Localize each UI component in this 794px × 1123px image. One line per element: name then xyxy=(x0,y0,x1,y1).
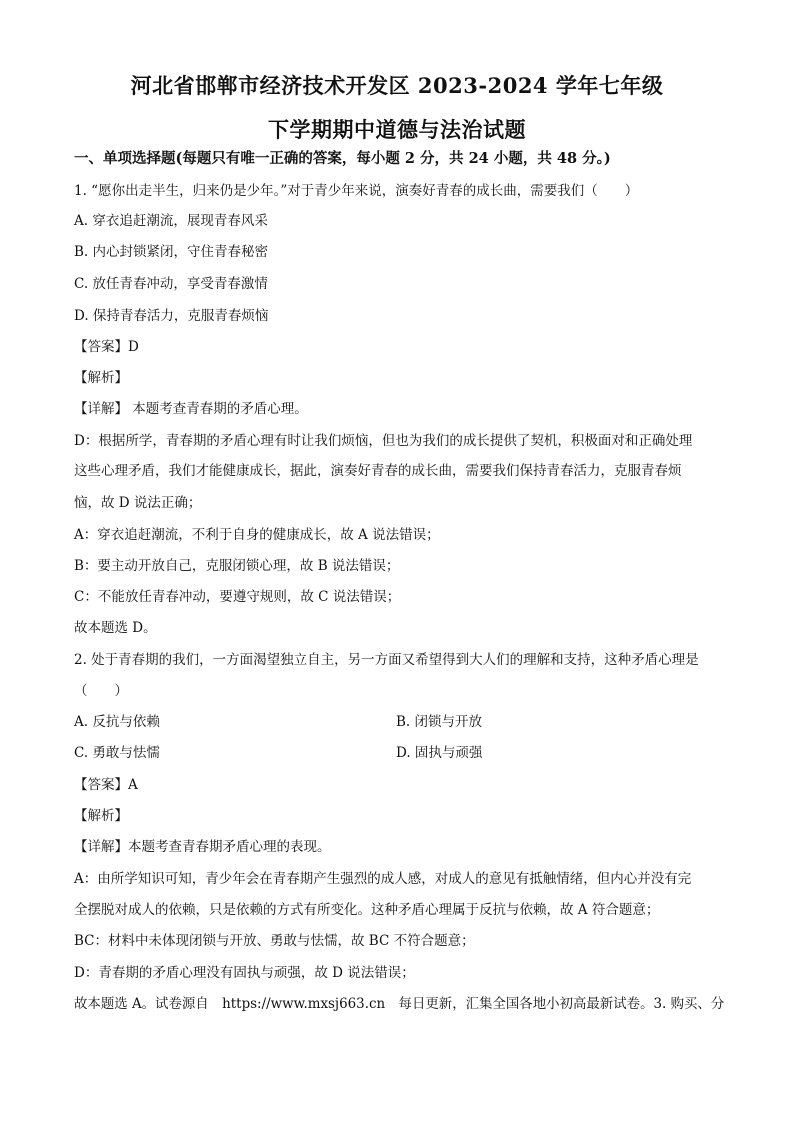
question-2-detail: 【详解】本题考查青春期矛盾心理的表现。 xyxy=(74,839,331,855)
question-1-explanation-line: B：要主动开放自己，克服闭锁心理，故 B 说法错误； xyxy=(74,558,400,574)
question-1-option-b: B. 内心封锁紧闭，守住青春秘密 xyxy=(74,244,269,260)
question-2-explanation-line: D：青春期的矛盾心理没有固执与顽强，故 D 说法错误； xyxy=(74,965,415,981)
question-1-analysis-label: 【解析】 xyxy=(74,370,128,386)
question-2-explanation-line: 全摆脱对成人的依赖，只是依赖的方式有所变化。这种矛盾心理属于反抗与依赖，故 A 符合题意； xyxy=(74,902,660,918)
question-2-option-d: D. 固执与顽强 xyxy=(396,745,483,761)
question-1-option-d: D. 保持青春活力，克服青春烦恼 xyxy=(74,308,269,324)
question-1-explanation-line: 这些心理矛盾，我们才能健康成长，据此，演奏好青春的成长曲，需要我们保持青春活力，克服青春烦 xyxy=(74,463,682,479)
question-1-explanation-line: D：根据所学，青春期的矛盾心理有时让我们烦恼，但也为我们的成长提供了契机，积极面对和正确处理 xyxy=(74,433,693,449)
question-1-option-c: C. 放任青春冲动，享受青春激情 xyxy=(74,276,268,292)
question-2-option-b: B. 闭锁与开放 xyxy=(396,714,483,730)
question-1-option-a: A. 穿衣追赶潮流，展现青春风采 xyxy=(74,213,268,229)
question-2-answer: 【答案】A xyxy=(74,777,138,793)
question-2-analysis-label: 【解析】 xyxy=(74,808,128,824)
question-1-answer: 【答案】D xyxy=(74,339,139,355)
question-1-conclusion: 故本题选 D。 xyxy=(74,620,157,636)
document-title-line-1: 河北省邯郸市经济技术开发区 2023-2024 学年七年级 xyxy=(130,73,664,98)
document-title-line-2: 下学期期中道德与法治试题 xyxy=(268,117,526,142)
question-1-explanation-line: 恼，故 D 说法正确； xyxy=(74,495,202,511)
question-1-explanation-line: C：不能放任青春冲动，要遵守规则，故 C 说法错误； xyxy=(74,589,401,605)
question-1-detail: 【详解】 本题考查青春期的矛盾心理。 xyxy=(74,401,308,417)
question-1-explanation-line: A：穿衣追赶潮流，不利于自身的健康成长，故 A 说法错误； xyxy=(74,527,440,543)
question-2-stem-blank: （ ） xyxy=(74,683,128,699)
question-1-stem: 1. “愿你出走半生，归来仍是少年。”对于青少年来说，演奏好青春的成长曲，需要我们（ ） xyxy=(74,183,639,199)
question-2-explanation-line: BC：材料中未体现闭锁与开放、勇敢与怯懦，故 BC 不符合题意； xyxy=(74,933,475,949)
question-2-option-a: A. 反抗与依赖 xyxy=(74,714,160,730)
question-2-option-c: C. 勇敢与怯懦 xyxy=(74,745,160,761)
question-2-conclusion: 故本题选 A。试卷源自 https://www.mxsj663.cn 每日更新，汇集全国各地小初高最新试卷。3. 购买、分 xyxy=(74,996,725,1012)
question-2-explanation-line: A：由所学知识可知，青少年会在青春期产生强烈的成人感，对成人的意见有抵触情绪，但内心并没有完 xyxy=(74,871,692,887)
section-heading: 一、单项选择题(每题只有唯一正确的答案，每小题 2 分，共 24 小题，共 48 分。) xyxy=(74,150,611,167)
question-2-stem: 2. 处于青春期的我们，一方面渴望独立自主，另一方面又希望得到大人们的理解和支持，这种矛盾心理是 xyxy=(74,652,699,668)
